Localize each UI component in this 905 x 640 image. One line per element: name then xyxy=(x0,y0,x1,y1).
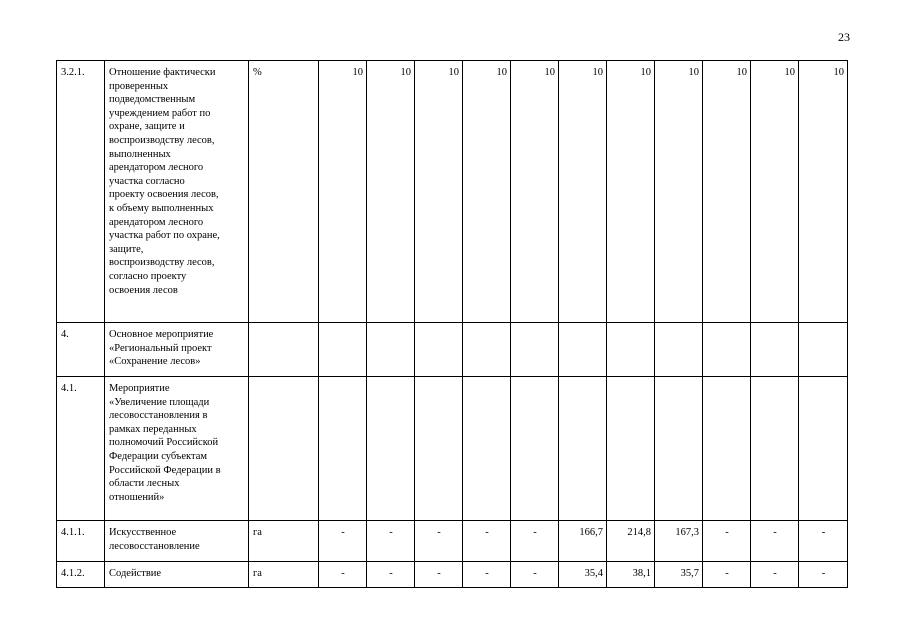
value-cell: 10 xyxy=(415,61,463,323)
value-cell: 10 xyxy=(367,61,415,323)
value-cell xyxy=(607,377,655,521)
table-row xyxy=(57,61,848,323)
value-cell: - xyxy=(367,521,415,562)
value-cell xyxy=(511,377,559,521)
value-cell xyxy=(607,323,655,377)
value-cell: 35,4 xyxy=(559,562,607,588)
value-cell: 10 xyxy=(655,61,703,323)
indicators-table xyxy=(56,60,848,588)
row-number: 4.1.2. xyxy=(57,562,105,588)
value-cell: 166,7 xyxy=(559,521,607,562)
value-cell xyxy=(367,377,415,521)
value-cell: 10 xyxy=(559,61,607,323)
value-cell: - xyxy=(415,521,463,562)
row-unit: га xyxy=(249,562,319,588)
page-number: 23 xyxy=(838,30,850,44)
value-cell: - xyxy=(751,562,799,588)
value-cell: - xyxy=(319,521,367,562)
value-cell xyxy=(367,323,415,377)
table-row xyxy=(57,521,848,562)
row-name: Содействие xyxy=(105,562,249,588)
value-cell: 35,7 xyxy=(655,562,703,588)
row-unit xyxy=(249,323,319,377)
value-cell xyxy=(751,323,799,377)
row-name: Отношение фактически проверенных подведомственным учреждением работ по охране, защите и воспроизводству лесов, выполненных арендатором лесного участка согласно проекту освоения лесов, к объему выполненных арендатором лесного участка работ по охране, защите, воспроизводству лесов, согласно проекту освоения лесов xyxy=(105,61,249,323)
value-cell xyxy=(415,323,463,377)
row-unit: % xyxy=(249,61,319,323)
value-cell: 38,1 xyxy=(607,562,655,588)
value-cell xyxy=(463,377,511,521)
value-cell: 167,3 xyxy=(655,521,703,562)
row-unit: га xyxy=(249,521,319,562)
value-cell: - xyxy=(703,521,751,562)
value-cell xyxy=(415,377,463,521)
value-cell: - xyxy=(799,562,848,588)
value-cell: 214,8 xyxy=(607,521,655,562)
table-row xyxy=(57,377,848,521)
value-cell: - xyxy=(703,562,751,588)
value-cell xyxy=(559,377,607,521)
value-cell xyxy=(799,323,848,377)
value-cell: - xyxy=(415,562,463,588)
value-cell: - xyxy=(463,562,511,588)
value-cell xyxy=(751,377,799,521)
value-cell: 10 xyxy=(607,61,655,323)
row-name: Мероприятие «Увеличение площади лесовосстановления в рамках переданных полномочий Российской Федерации субъектам Российской Федерации в области лесных отношений» xyxy=(105,377,249,521)
value-cell xyxy=(655,323,703,377)
table-row xyxy=(57,562,848,588)
value-cell: - xyxy=(751,521,799,562)
row-number: 4. xyxy=(57,323,105,377)
value-cell: 10 xyxy=(703,61,751,323)
value-cell: 10 xyxy=(751,61,799,323)
value-cell: - xyxy=(799,521,848,562)
value-cell xyxy=(559,323,607,377)
value-cell xyxy=(319,377,367,521)
value-cell xyxy=(655,377,703,521)
value-cell xyxy=(703,377,751,521)
value-cell xyxy=(463,323,511,377)
value-cell xyxy=(703,323,751,377)
value-cell: - xyxy=(511,521,559,562)
table-body xyxy=(57,61,848,588)
value-cell: 10 xyxy=(463,61,511,323)
value-cell: - xyxy=(319,562,367,588)
row-name: Основное мероприятие «Региональный проект «Сохранение лесов» xyxy=(105,323,249,377)
row-number: 3.2.1. xyxy=(57,61,105,323)
table-row xyxy=(57,323,848,377)
value-cell: - xyxy=(367,562,415,588)
value-cell: 10 xyxy=(319,61,367,323)
row-name: Искусственное лесовосстановление xyxy=(105,521,249,562)
value-cell xyxy=(799,377,848,521)
value-cell: 10 xyxy=(799,61,848,323)
value-cell xyxy=(319,323,367,377)
value-cell xyxy=(511,323,559,377)
value-cell: - xyxy=(463,521,511,562)
row-unit xyxy=(249,377,319,521)
row-number: 4.1. xyxy=(57,377,105,521)
value-cell: 10 xyxy=(511,61,559,323)
row-number: 4.1.1. xyxy=(57,521,105,562)
value-cell: - xyxy=(511,562,559,588)
